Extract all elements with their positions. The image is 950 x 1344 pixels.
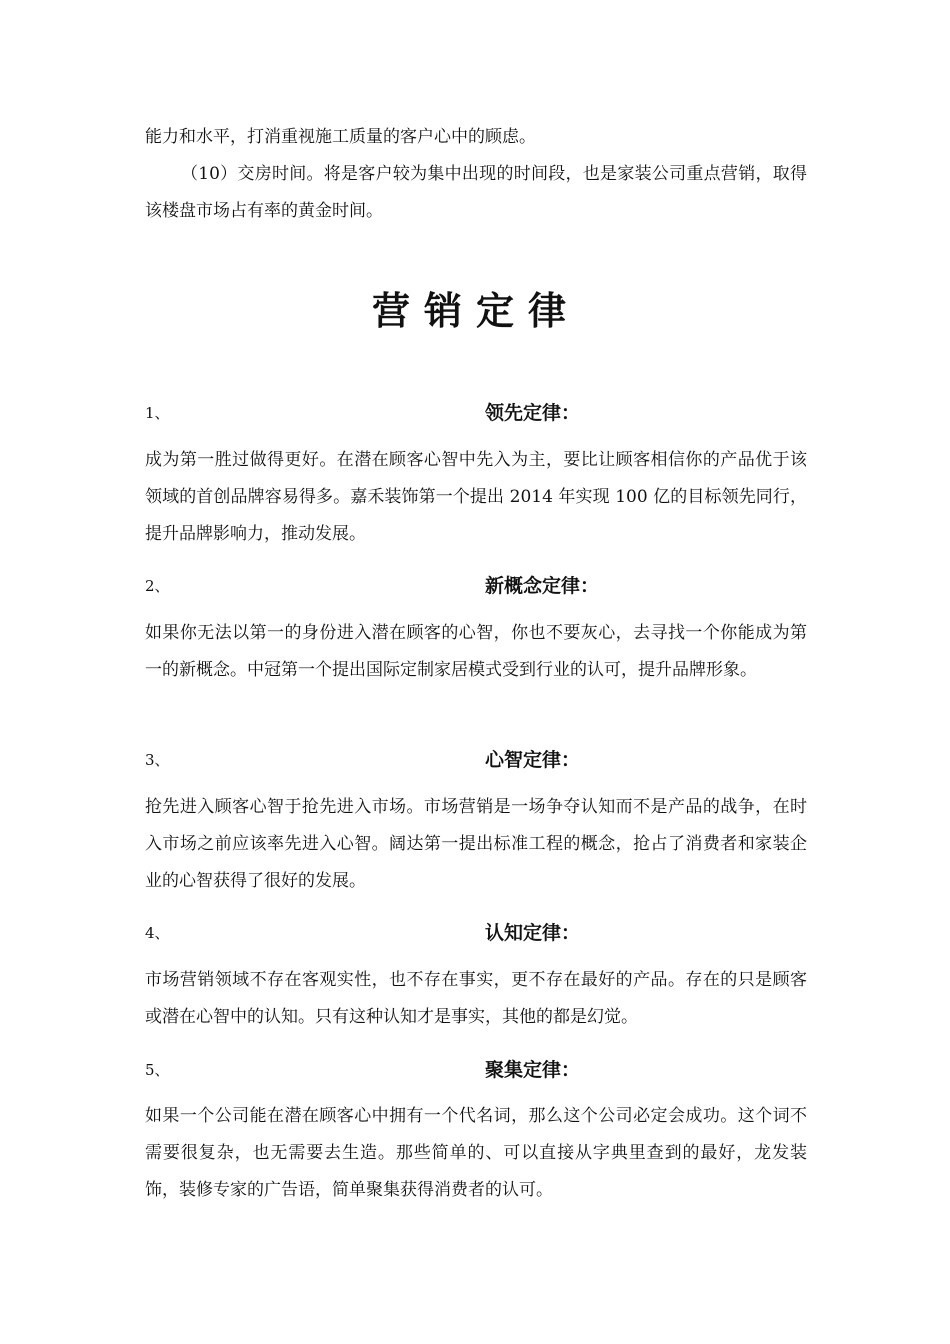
law-number: 4、	[145, 924, 170, 942]
law-heading-5	[145, 1055, 807, 1085]
law-number: 2、	[145, 577, 170, 595]
law-name: 领先定律：	[485, 402, 581, 424]
law-text-3: 抢先进入顾客心智于抢先进入市场。市场营销是一场争夺认知而不是产品的战争，在时入市场之前应该率先进入心智。阔达第一提出标准工程的概念，抢占了消费者和家装企业的心智获得了很好的发展。	[145, 797, 807, 891]
law-number: 1、	[145, 404, 170, 422]
law-text-4: 市场营销领域不存在客观实性，也不存在事实，更不存在最好的产品。存在的只是顾客或潜在心智中的认知。只有这种认知才是事实，其他的都是幻觉。	[145, 970, 807, 1027]
law-heading-2	[145, 571, 807, 601]
law-heading-3	[145, 745, 807, 775]
law-text-2: 如果你无法以第一的身份进入潜在顾客的心智，你也不要灰心，去寻找一个你能成为第一的新概念。中冠第一个提出国际定制家居模式受到行业的认可，提升品牌形象。	[145, 623, 807, 680]
law-text-5: 如果一个公司能在潜在顾客心中拥有一个代名词，那么这个公司必定会成功。这个词不需要很复杂，也无需要去生造。那些简单的、可以直接从字典里查到的最好，龙发装饰，装修专家的广告语，简单聚集获得消费者的认可。	[145, 1106, 807, 1200]
law-name: 新概念定律：	[485, 575, 600, 597]
law-name: 心智定律：	[485, 749, 581, 771]
law-heading-1	[145, 398, 807, 428]
law-name: 聚集定律：	[485, 1059, 581, 1081]
law-heading-4	[145, 918, 807, 948]
law-number: 5、	[145, 1061, 170, 1079]
law-text-1: 成为第一胜过做得更好。在潜在顾客心智中先入为主，要比让顾客相信你的产品优于该领域的首创品牌容易得多。嘉禾装饰第一个提出 2014 年实现 100 亿的目标领先同行，提升品牌影响力，推动发展。	[145, 450, 807, 544]
law-number: 3、	[145, 751, 170, 769]
section-title: 营销定律	[371, 289, 580, 333]
law-name: 认知定律：	[485, 922, 581, 944]
intro-item-10: （10）交房时间。将是客户较为集中出现的时间段，也是家装公司重点营销，取得该楼盘市场占有率的黄金时间。	[145, 164, 807, 221]
intro-continuation: 能力和水平，打消重视施工质量的客户心中的顾虑。	[145, 127, 536, 147]
